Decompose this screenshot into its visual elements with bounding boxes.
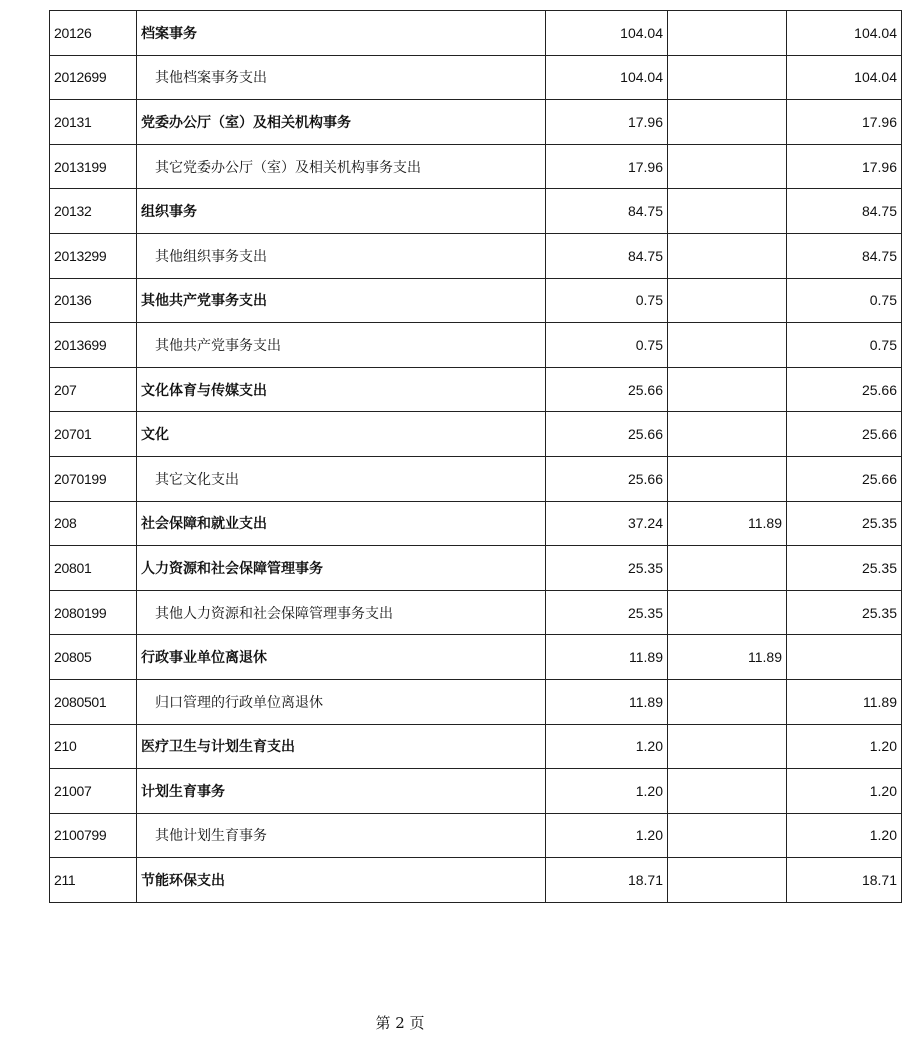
total-amount-cell: 25.66 [546, 456, 668, 501]
account-name-cell [137, 278, 546, 323]
total-amount-cell: 25.35 [546, 546, 668, 591]
account-code-cell: 20132 [50, 189, 137, 234]
account-code-cell: 2013199 [50, 144, 137, 189]
account-code-cell: 2080501 [50, 679, 137, 724]
project-expenditure-cell: 84.75 [787, 189, 902, 234]
project-expenditure-cell: 1.20 [787, 813, 902, 858]
account-name-cell [137, 323, 546, 368]
budget-table-body [50, 11, 902, 903]
total-amount-cell: 84.75 [546, 189, 668, 234]
total-amount-cell: 84.75 [546, 233, 668, 278]
total-amount-cell: 11.89 [546, 679, 668, 724]
account-code-cell: 208 [50, 501, 137, 546]
project-expenditure-cell: 0.75 [787, 278, 902, 323]
account-code-cell: 2100799 [50, 813, 137, 858]
account-name-cell [137, 412, 546, 457]
total-amount-cell: 25.35 [546, 590, 668, 635]
account-name-text: 党委办公厅（室）及相关机构事务 [141, 114, 351, 131]
total-amount-cell: 17.96 [546, 144, 668, 189]
basic-expenditure-cell [668, 769, 787, 814]
account-code-cell: 20805 [50, 635, 137, 680]
account-code-cell: 20136 [50, 278, 137, 323]
account-code-cell: 2013299 [50, 233, 137, 278]
account-name-cell [137, 635, 546, 680]
account-name-text: 其他人力资源和社会保障管理事务支出 [155, 605, 393, 622]
project-expenditure-cell: 1.20 [787, 769, 902, 814]
table-row [50, 278, 902, 323]
basic-expenditure-cell [668, 456, 787, 501]
table-row [50, 189, 902, 234]
basic-expenditure-cell [668, 278, 787, 323]
table-row [50, 323, 902, 368]
account-name-cell [137, 144, 546, 189]
account-name-cell [137, 367, 546, 412]
account-code-cell: 20126 [50, 11, 137, 56]
project-expenditure-cell: 104.04 [787, 11, 902, 56]
account-name-text: 组织事务 [141, 204, 197, 221]
table-row [50, 724, 902, 769]
account-name-cell [137, 546, 546, 591]
total-amount-cell: 37.24 [546, 501, 668, 546]
account-name-text: 档案事务 [141, 25, 197, 42]
table-row [50, 858, 902, 903]
table-row [50, 635, 902, 680]
account-name-text: 其他共产党事务支出 [155, 337, 281, 354]
total-amount-cell: 18.71 [546, 858, 668, 903]
basic-expenditure-cell [668, 679, 787, 724]
account-code-cell: 2013699 [50, 323, 137, 368]
basic-expenditure-cell [668, 813, 787, 858]
project-expenditure-cell: 25.66 [787, 456, 902, 501]
account-name-text: 行政事业单位离退休 [141, 650, 267, 667]
account-name-cell [137, 769, 546, 814]
table-row [50, 769, 902, 814]
project-expenditure-cell: 25.35 [787, 590, 902, 635]
basic-expenditure-cell: 11.89 [668, 501, 787, 546]
account-name-cell [137, 456, 546, 501]
basic-expenditure-cell [668, 233, 787, 278]
project-expenditure-cell: 18.71 [787, 858, 902, 903]
table-row [50, 11, 902, 56]
total-amount-cell: 1.20 [546, 813, 668, 858]
account-name-text: 其他共产党事务支出 [141, 293, 267, 310]
table-row [50, 501, 902, 546]
account-name-text: 归口管理的行政单位离退休 [155, 694, 323, 711]
account-name-text: 医疗卫生与计划生育支出 [141, 739, 295, 756]
account-name-text: 其他组织事务支出 [155, 248, 267, 265]
account-name-text: 节能环保支出 [141, 873, 225, 890]
basic-expenditure-cell [668, 323, 787, 368]
basic-expenditure-cell [668, 189, 787, 234]
table-row [50, 456, 902, 501]
basic-expenditure-cell [668, 590, 787, 635]
account-code-cell: 20801 [50, 546, 137, 591]
total-amount-cell: 11.89 [546, 635, 668, 680]
table-row [50, 144, 902, 189]
account-name-cell [137, 233, 546, 278]
project-expenditure-cell: 0.75 [787, 323, 902, 368]
basic-expenditure-cell [668, 144, 787, 189]
project-expenditure-cell: 17.96 [787, 144, 902, 189]
basic-expenditure-cell: 11.89 [668, 635, 787, 680]
account-code-cell: 2012699 [50, 55, 137, 100]
account-name-text: 文化体育与传媒支出 [141, 382, 267, 399]
table-row [50, 100, 902, 145]
total-amount-cell: 25.66 [546, 412, 668, 457]
basic-expenditure-cell [668, 858, 787, 903]
account-code-cell: 211 [50, 858, 137, 903]
account-name-cell [137, 858, 546, 903]
project-expenditure-cell: 25.35 [787, 546, 902, 591]
account-code-cell: 21007 [50, 769, 137, 814]
project-expenditure-cell: 11.89 [787, 679, 902, 724]
basic-expenditure-cell [668, 100, 787, 145]
account-name-cell [137, 679, 546, 724]
table-row [50, 590, 902, 635]
project-expenditure-cell: 25.66 [787, 412, 902, 457]
total-amount-cell: 0.75 [546, 323, 668, 368]
account-name-text: 其它文化支出 [155, 471, 239, 488]
account-name-text: 其他档案事务支出 [155, 70, 267, 87]
total-amount-cell: 0.75 [546, 278, 668, 323]
project-expenditure-cell: 25.66 [787, 367, 902, 412]
table-row [50, 367, 902, 412]
account-name-cell [137, 813, 546, 858]
account-code-cell: 2070199 [50, 456, 137, 501]
basic-expenditure-cell [668, 412, 787, 457]
account-name-cell [137, 55, 546, 100]
account-name-cell [137, 724, 546, 769]
table-row [50, 813, 902, 858]
account-name-text: 计划生育事务 [141, 783, 225, 800]
project-expenditure-cell: 25.35 [787, 501, 902, 546]
account-name-text: 其它党委办公厅（室）及相关机构事务支出 [155, 159, 421, 176]
account-name-text: 文化 [141, 427, 169, 444]
account-code-cell: 20131 [50, 100, 137, 145]
total-amount-cell: 104.04 [546, 55, 668, 100]
account-name-cell [137, 501, 546, 546]
table-row [50, 412, 902, 457]
total-amount-cell: 1.20 [546, 769, 668, 814]
account-name-cell [137, 11, 546, 56]
table-row [50, 679, 902, 724]
account-name-cell [137, 100, 546, 145]
project-expenditure-cell: 104.04 [787, 55, 902, 100]
total-amount-cell: 25.66 [546, 367, 668, 412]
account-name-text: 人力资源和社会保障管理事务 [141, 560, 323, 577]
table-row [50, 546, 902, 591]
total-amount-cell: 1.20 [546, 724, 668, 769]
account-code-cell: 20701 [50, 412, 137, 457]
account-name-cell [137, 189, 546, 234]
table-row [50, 55, 902, 100]
table-row [50, 233, 902, 278]
total-amount-cell: 104.04 [546, 11, 668, 56]
basic-expenditure-cell [668, 11, 787, 56]
basic-expenditure-cell [668, 367, 787, 412]
page-number: 第 2 页 [375, 1014, 425, 1032]
project-expenditure-cell: 17.96 [787, 100, 902, 145]
project-expenditure-cell: 84.75 [787, 233, 902, 278]
budget-table [49, 10, 902, 903]
basic-expenditure-cell [668, 724, 787, 769]
total-amount-cell: 17.96 [546, 100, 668, 145]
basic-expenditure-cell [668, 546, 787, 591]
account-name-cell [137, 590, 546, 635]
project-expenditure-cell [787, 635, 902, 680]
account-code-cell: 2080199 [50, 590, 137, 635]
basic-expenditure-cell [668, 55, 787, 100]
account-name-text: 其他计划生育事务 [155, 828, 267, 845]
project-expenditure-cell: 1.20 [787, 724, 902, 769]
account-name-text: 社会保障和就业支出 [141, 516, 267, 533]
account-code-cell: 210 [50, 724, 137, 769]
account-code-cell: 207 [50, 367, 137, 412]
